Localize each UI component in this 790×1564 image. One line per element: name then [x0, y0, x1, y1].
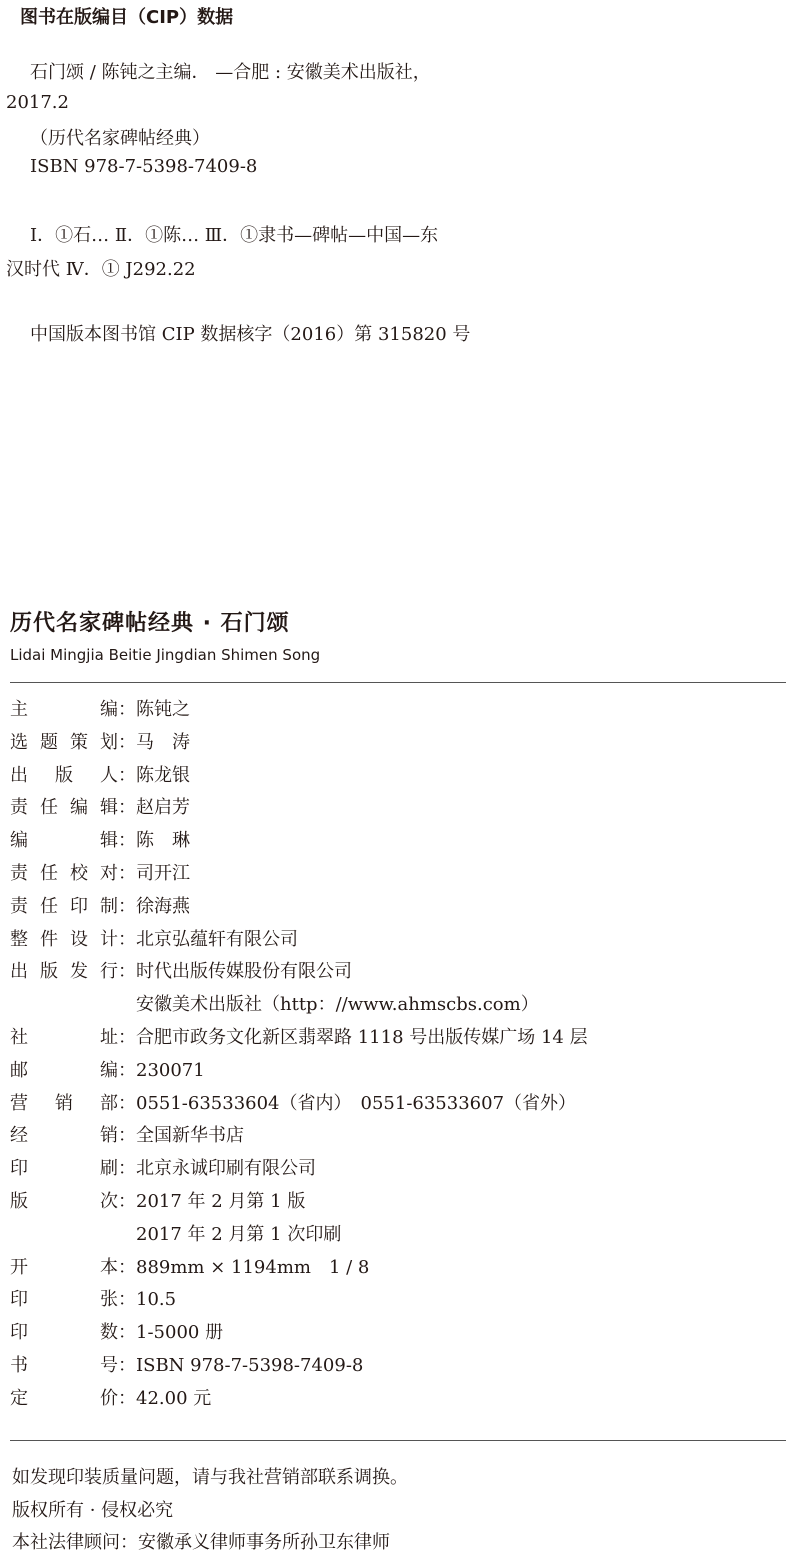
colophon-colon: ：: [118, 961, 136, 983]
cip-line: Ⅰ．①石… Ⅱ．①陈… Ⅲ．①隶书—碑帖—中国—东: [30, 225, 439, 246]
colophon-colon: ：: [118, 895, 136, 917]
colophon-row: [10, 858, 786, 891]
colophon-row: [10, 1120, 786, 1153]
colophon-colon: [118, 989, 136, 1022]
colophon-colon: ：: [118, 1256, 136, 1278]
notices: [12, 1462, 408, 1560]
colophon-label: 主 编: [10, 699, 118, 720]
colophon-label: 印 数: [10, 1322, 118, 1344]
colophon-label: 责 任 印 制: [10, 895, 118, 917]
cip-line: 2017.2: [6, 92, 69, 113]
colophon-colon: ：: [118, 1289, 136, 1311]
colophon-row: [10, 1252, 786, 1285]
colophon-row: [10, 1317, 786, 1350]
colophon-value: 陈钝之: [136, 699, 190, 720]
colophon-value: 徐海燕: [136, 895, 190, 917]
colophon-row: [10, 825, 786, 858]
quality-notice: 如发现印装质量问题，请与我社营销部联系调换。: [12, 1467, 408, 1488]
colophon-row: [10, 1284, 786, 1317]
colophon-label: 书 号: [10, 1354, 118, 1376]
colophon-value: 安徽美术出版社（http：//www.ahmscbs.com）: [136, 994, 539, 1016]
cip-line: 石门颂 / 陈钝之主编． —合肥 : 安徽美术出版社，: [30, 62, 431, 83]
colophon-value: 889mm × 1194mm 1 / 8: [136, 1256, 370, 1278]
colophon-colon: ：: [118, 1158, 136, 1180]
colophon-row: [10, 1022, 786, 1055]
colophon-value: 42.00 元: [136, 1387, 212, 1409]
colophon-value: 赵启芳: [136, 797, 190, 819]
colophon-row: [10, 792, 786, 825]
colophon-colon: ：: [118, 862, 136, 884]
divider-top: [10, 682, 786, 683]
book-subtitle: Lidai Mingjia Beitie Jingdian Shimen Song: [10, 646, 321, 664]
colophon-value: 北京弘蕴轩有限公司: [136, 928, 298, 950]
colophon-colon: ：: [118, 764, 136, 786]
book-title: 历代名家碑帖经典 · 石门颂: [10, 611, 290, 636]
colophon-label: 选 题 策 划: [10, 731, 118, 753]
colophon-row: [10, 891, 786, 924]
colophon-value: 时代出版传媒股份有限公司: [136, 961, 352, 983]
colophon-colon: ：: [118, 928, 136, 950]
colophon-row: [10, 1088, 786, 1121]
colophon-label: 编 辑: [10, 830, 118, 852]
colophon-colon: ：: [118, 1387, 136, 1409]
colophon-label: 开 本: [10, 1256, 118, 1278]
colophon-row: [10, 1055, 786, 1088]
cip-record-number: 中国版本图书馆 CIP 数据核字（2016）第 315820 号: [30, 324, 471, 345]
colophon-label: 定 价: [10, 1387, 118, 1409]
divider-bottom: [10, 1440, 786, 1441]
colophon-value: 司开江: [136, 862, 190, 884]
colophon-label: [10, 1219, 118, 1252]
colophon-label: 出 版 发 行: [10, 961, 118, 983]
cip-line: ISBN 978-7-5398-7409-8: [30, 156, 258, 177]
colophon-row: [10, 956, 786, 989]
colophon-value: 2017 年 2 月第 1 版: [136, 1190, 306, 1212]
colophon-colon: ：: [118, 699, 136, 720]
colophon-row: [10, 924, 786, 957]
colophon-row: [10, 1153, 786, 1186]
colophon-row: [10, 760, 786, 793]
colophon-label: 责 任 校 对: [10, 862, 118, 884]
colophon-colon: ：: [118, 1092, 136, 1114]
colophon-value: 合肥市政务文化新区翡翠路 1118 号出版传媒广场 14 层: [136, 1026, 588, 1048]
colophon-row: [10, 1186, 786, 1219]
colophon-colon: ：: [118, 1322, 136, 1344]
cip-line: （历代名家碑帖经典）: [30, 128, 210, 149]
cip-line: 汉时代 Ⅳ．① J292.22: [6, 259, 196, 280]
colophon-label: 版 次: [10, 1190, 118, 1212]
colophon-value: 马 涛: [136, 731, 190, 753]
colophon-colon: ：: [118, 1026, 136, 1048]
colophon-value: 10.5: [136, 1289, 177, 1311]
colophon-value: 1-5000 册: [136, 1322, 224, 1344]
colophon-row: [10, 989, 786, 1022]
colophon-colon: ：: [118, 797, 136, 819]
colophon-row: [10, 1383, 786, 1416]
colophon-label: 出 版 人: [10, 764, 118, 786]
colophon-row: [10, 1350, 786, 1383]
colophon-label: 邮 编: [10, 1059, 118, 1081]
colophon-colon: ：: [118, 1059, 136, 1081]
colophon-colon: ：: [118, 1190, 136, 1212]
colophon-label: 印 张: [10, 1289, 118, 1311]
colophon-label: 整 件 设 计: [10, 928, 118, 950]
colophon-label: 经 销: [10, 1125, 118, 1147]
colophon-label: 营 销 部: [10, 1092, 118, 1114]
colophon-label: [10, 989, 118, 1022]
colophon-label: 印 刷: [10, 1158, 118, 1180]
colophon-row: [10, 727, 786, 760]
colophon-colon: ：: [118, 830, 136, 852]
colophon-row: [10, 1219, 786, 1252]
colophon-value: 全国新华书店: [136, 1125, 244, 1147]
colophon-value: 0551-63533604（省内） 0551-63533607（省外）: [136, 1092, 577, 1114]
cip-heading: 图书在版编目（CIP）数据: [20, 7, 234, 28]
copyright-notice: 版权所有 · 侵权必究: [12, 1499, 174, 1521]
colophon-value: 陈龙银: [136, 764, 190, 786]
colophon-colon: [118, 1219, 136, 1252]
colophon-value: 北京永诚印刷有限公司: [136, 1158, 316, 1180]
colophon-value: 2017 年 2 月第 1 次印刷: [136, 1223, 342, 1245]
legal-counsel-notice: 本社法律顾问：安徽承义律师事务所孙卫东律师: [12, 1532, 390, 1553]
colophon-value: 陈 琳: [136, 830, 190, 852]
colophon-row: [10, 694, 786, 727]
colophon-label: 责 任 编 辑: [10, 797, 118, 819]
colophon-colon: ：: [118, 1125, 136, 1147]
colophon: [10, 694, 786, 1416]
colophon-value: 230071: [136, 1059, 205, 1081]
colophon-colon: ：: [118, 1354, 136, 1376]
colophon-label: 社 址: [10, 1026, 118, 1048]
colophon-value: ISBN 978-7-5398-7409-8: [136, 1354, 364, 1376]
colophon-colon: ：: [118, 731, 136, 753]
